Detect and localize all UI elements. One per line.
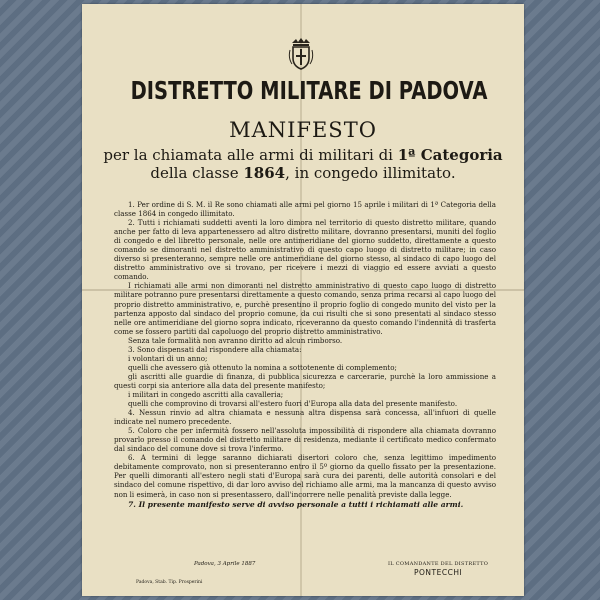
paragraph-6: 6. A termini di legge saranno dichiarati disertori coloro che, senza legittimo impedimento debitamente comprovato, non si presenteranno entro il 5º giorno da quello fissato per la presentazione. Per quelli dimoranti all'estero negli stati d'Europa sarà cura dei parenti, delle autorità consolari e del sindaco del comune rispettivo, di dar loro avviso del richiamo alle armi, ma la mancanza di questo avviso non li esimerà, in caso non si presentassero, dall'incorrere nelle penalità previste dalla legge. [114,453,496,499]
subtitle-category: 1ª Categoria [397,146,503,164]
poster-body [114,200,496,509]
poster [82,4,524,596]
exemption-item: gli ascritti alle guardie di finanza, di pubblica sicurezza e carcerarie, purchè la loro ammissione a questi corpi sia anteriore alla data del presente manifesto; [114,371,496,390]
paragraph-5: 5. Coloro che per infermità fossero nell'assoluta impossibilità di rispondere alla chiamata dovranno provarlo presso il comando del distretto militare di residenza, mediante il certificato medico confermato dal sindaco del comune dove si trova l'infermo. [114,426,496,454]
issue-date: Padova, 3 Aprile 1887 [194,561,256,567]
paragraph-2: 2. Tutti i richiamati suddetti aventi la loro dimora nel territorio di questo distretto militare, quando anche per fatto di leva appartenessero ad altro distretto militare, dovranno presentarsi, muniti del foglio di congedo e del libretto personale, nelle ore antimeridiane del giorno suddetto, direttamente a questo comando se dimoranti nel distretto amministrativo di questo capo luogo di distretto militare; in caso diverso si presenteranno, sempre nelle ore antimeridiane del giorno stesso, al sindaco di capo luogo del distretto amministrativo ove si trovano, per ricevere i mezzi di viaggio ed essere avviati a questo comando. [114,218,496,282]
exemption-item: i volontari di un anno; [128,353,208,363]
paragraph-3: 3. Sono dispensati dal rispondere alla chiamata: [128,344,302,354]
poster-subtitle [82,146,524,182]
subtitle-line-2-end: , in congedo illimitato. [285,164,456,182]
exemption-item: i militari in congedo ascritti alla cavalleria; [128,389,284,399]
subtitle-line-1-text: per la chiamata alle armi di militari di [103,146,398,164]
subtitle-line-1 [82,146,524,164]
royal-crest-icon [288,36,314,70]
subtitle-line-2-text: della classe [150,164,244,182]
signature-name: PONTECCHI [414,568,463,577]
poster-heading: MANIFESTO [229,118,377,142]
paragraph-2c: Senza tale formalità non avranno diritto ad alcun rimborso. [128,335,343,345]
paragraph-2b: I richiamati alle armi non dimoranti nel distretto amministrativo di questo capo luogo di distretto militare potranno pure presentarsi direttamente a questo comando, senza prima recarsi al capo luogo del proprio distretto amministrativo, e, purchè presentino il proprio foglio di congedo munito del visto per la partenza apposto dal sindaco del proprio comune, da cui risulti che si sono presentati al sindaco stesso nelle ore antimeridiane del giorno sopra indicato, riceveranno da questo comando l'indennità di trasferta come se fossero partiti dal capoluogo del proprio distretto amministrativo. [114,281,496,336]
exemption-item: quelli che avessero già ottenuto la nomina a sottotenente di complemento; [128,362,397,372]
paragraph-1: 1. Per ordine di S. M. il Re sono chiamati alle armi pel giorno 15 aprile i militari di 1ª Categoria della classe 1864 in congedo illimitato. [114,200,496,219]
paragraph-4: 4. Nessun rinvio ad altra chiamata e nessuna altra dispensa sarà concessa, all'infuori di quelle indicate nel numero precedente. [114,408,496,427]
signature-role: IL COMANDANTE DEL DISTRETTO [388,561,489,567]
subtitle-class-year: 1864 [243,164,286,182]
exemption-item: quelli che comprovino di trovarsi all'estero fuori d'Europa alla data del presente manifesto. [128,399,458,409]
poster-title: DISTRETTO MILITARE DI PADOVA [130,76,488,105]
subtitle-line-2 [82,164,524,182]
paragraph-7: 7. Il presente manifesto serve di avviso personale a tutti i richiamati alle armi. [128,499,464,509]
printer-credit: Padova, Stab. Tip. Prosperini [136,580,203,585]
